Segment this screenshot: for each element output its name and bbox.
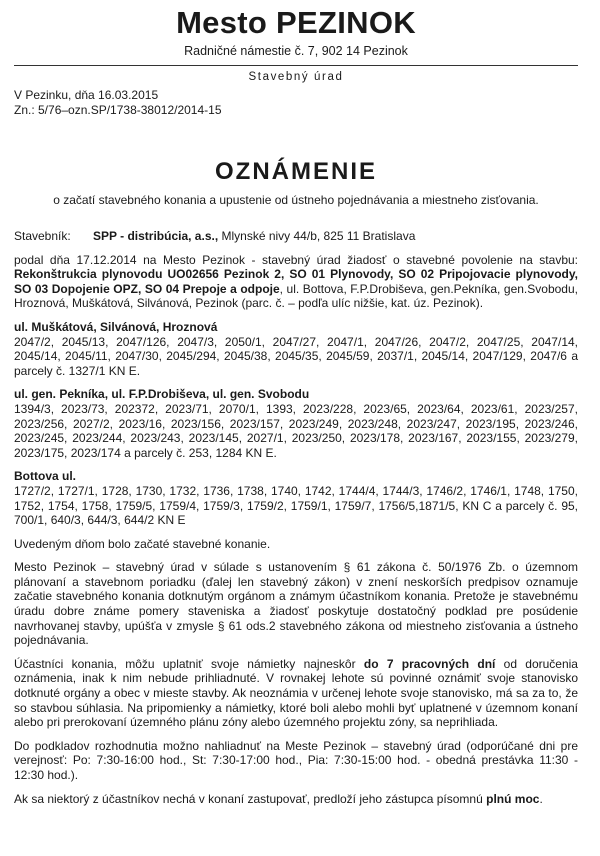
power-of-attorney: plnú moc — [486, 791, 540, 806]
section-title: ul. Muškátová, Silvánová, Hroznová — [14, 319, 218, 334]
objections-paragraph — [14, 657, 578, 730]
legal-paragraph: Mesto Pezinok – stavebný úrad v súlade s ustanovením § 61 zákona č. 50/1976 Zb. o územnom plánovaní a stavebnom poriadku (ďalej len stavebný zákon) v znení neskorších predpisov oznamuje začatie stavebného konania dotknutým orgánom a známym účastníkom konania. Pretože je stavebnému úradu dobre známe pomery staveniska a žiadosť poskytuje dostatočný podklad pre posúdenie navrhovanej stavby, upúšťa v zmysle § 61 ods.2 stavebného zákona od miestneho zisťovania a ústneho pojednávania. — [14, 560, 578, 648]
representation-end: . — [539, 791, 543, 806]
parcel-section — [14, 387, 578, 460]
representation-paragraph — [14, 792, 578, 807]
parcel-section — [14, 469, 578, 527]
objections-text-start: Účastníci konania, môžu uplatniť svoje námietky najneskôr — [14, 656, 364, 671]
document-page — [0, 6, 600, 856]
builder-line — [14, 229, 578, 244]
project-name: Rekonštrukcia plynovodu UO02656 Pezinok 2, SO 01 Plynovody, SO 02 Pripojovacie plynovody, SO 03 Dopojenie OPZ, SO 04 Prepoje a odpoje — [14, 267, 578, 296]
reference-number: Zn.: 5/76–ozn.SP/1738-38012/2014-15 — [14, 103, 222, 117]
builder-label: Stavebník: — [14, 229, 71, 243]
document-title: OZNÁMENIE — [215, 158, 377, 185]
place-date: V Pezinku, dňa 16.03.2015 — [14, 88, 159, 102]
objections-text-end: od doručenia oznámenia, inak k nim nebude prihliadnuté. V rovnakej lehote sú povinné oznámiť svoje stanovisko dotknuté orgány a obec v mieste stavby. Ak neoznámia v určenej lehote svoje stanovisko, má sa za to, že so stavbou súhlasia. Na pripomienky a námietky, ktoré boli alebo mohli byť uplatnené v územnom konaní alebo pri prerokovaní územného plánu zóny alebo územného projektu zóny, sa neprihliada. — [14, 656, 578, 730]
builder-info — [93, 229, 415, 244]
municipality-address: Radničné námestie č. 7, 902 14 Pezinok — [184, 44, 408, 58]
builder-address: Mlynské nivy 44/b, 825 11 Bratislava — [218, 229, 416, 243]
section-title: ul. gen. Pekníka, ul. F.P.Drobiševa, ul. gen. Svobodu — [14, 387, 310, 402]
section-title: Bottova ul. — [14, 469, 76, 484]
header-divider — [14, 65, 578, 66]
builder-name: SPP - distribúcia, a.s., — [93, 229, 219, 243]
request-intro: podal dňa 17.12.2014 na Mesto Pezinok - stavebný úrad žiadosť o stavebné povolenie na stavbu: — [14, 252, 578, 267]
objections-deadline: do 7 pracovných dní — [363, 656, 496, 671]
request-rest: , ul. Bottova, F.P.Drobiševa, gen.Pekníka, gen.Svobodu, Hroznová, Muškátová, Silvánová, Pezinok (parc. č. – podľa ulíc nižšie, kat. úz. Pezinok). — [14, 281, 578, 311]
proceedings-started-note: Uvedeným dňom bolo začaté stavebné konanie. — [14, 536, 271, 551]
office-name: Stavebný úrad — [248, 71, 344, 83]
municipality-title: Mesto PEZINOK — [176, 5, 416, 40]
section-parcels: 2047/2, 2045/13, 2047/126, 2047/3, 2050/1, 2047/27, 2047/1, 2047/26, 2047/2, 2047/25, 2047/14, 2045/14, 2045/11, 2047/30, 2045/294, 2045/38, 2045/35, 2045/59, 2037/1, 2045/14, 2047/129, 2047/6 a parcely č. 1327/1 KN E. — [14, 334, 578, 378]
parcel-section — [14, 320, 578, 378]
section-parcels: 1727/2, 1727/1, 1728, 1730, 1732, 1736, 1738, 1740, 1742, 1744/4, 1744/3, 1746/2, 1746/1, 1748, 1750, 1752, 1754, 1758, 1759/5, 1759/4, 1759/3, 1759/2, 1759/1, 1759/7, 1756/5,1871/5, KN C a parcely č. 95, 700/1, 640/3, 644/3, 644/2 KN E — [14, 483, 578, 528]
representation-text: Ak sa niektorý z účastníkov nechá v konaní zastupovať, predloží jeho zástupca písomnú — [14, 791, 487, 806]
document-subtitle: o začatí stavebného konania a upustenie od ústneho pojednávania a miestneho zisťovania. — [53, 193, 539, 207]
request-paragraph — [14, 253, 578, 311]
section-parcels: 1394/3, 2023/73, 202372, 2023/71, 2070/1, 1393, 2023/228, 2023/65, 2023/64, 2023/61, 2023/257, 2023/256, 2027/2, 2023/16, 2023/156, 2023/157, 2023/249, 2023/248, 2023/247, 2023/195, 2023/246, 2023/245, 2023/244, 2023/243, 2023/145, 2027/1, 2023/250, 2023/178, 2023/167, 2023/155, 2023/279, 2023/175, 2023/174 a parcely č. 253, 1284 KN E. — [14, 401, 578, 460]
inspection-paragraph: Do podkladov rozhodnutia možno nahliadnuť na Meste Pezinok – stavebný úrad (odporúčané dni pre verejnosť: Po: 7:30-16:00 hod., St: 7:30-17:00 hod., Pia: 7:30-15:00 hod. - obedná prestávka 11:30 - 12:30 hod.). — [14, 738, 578, 782]
